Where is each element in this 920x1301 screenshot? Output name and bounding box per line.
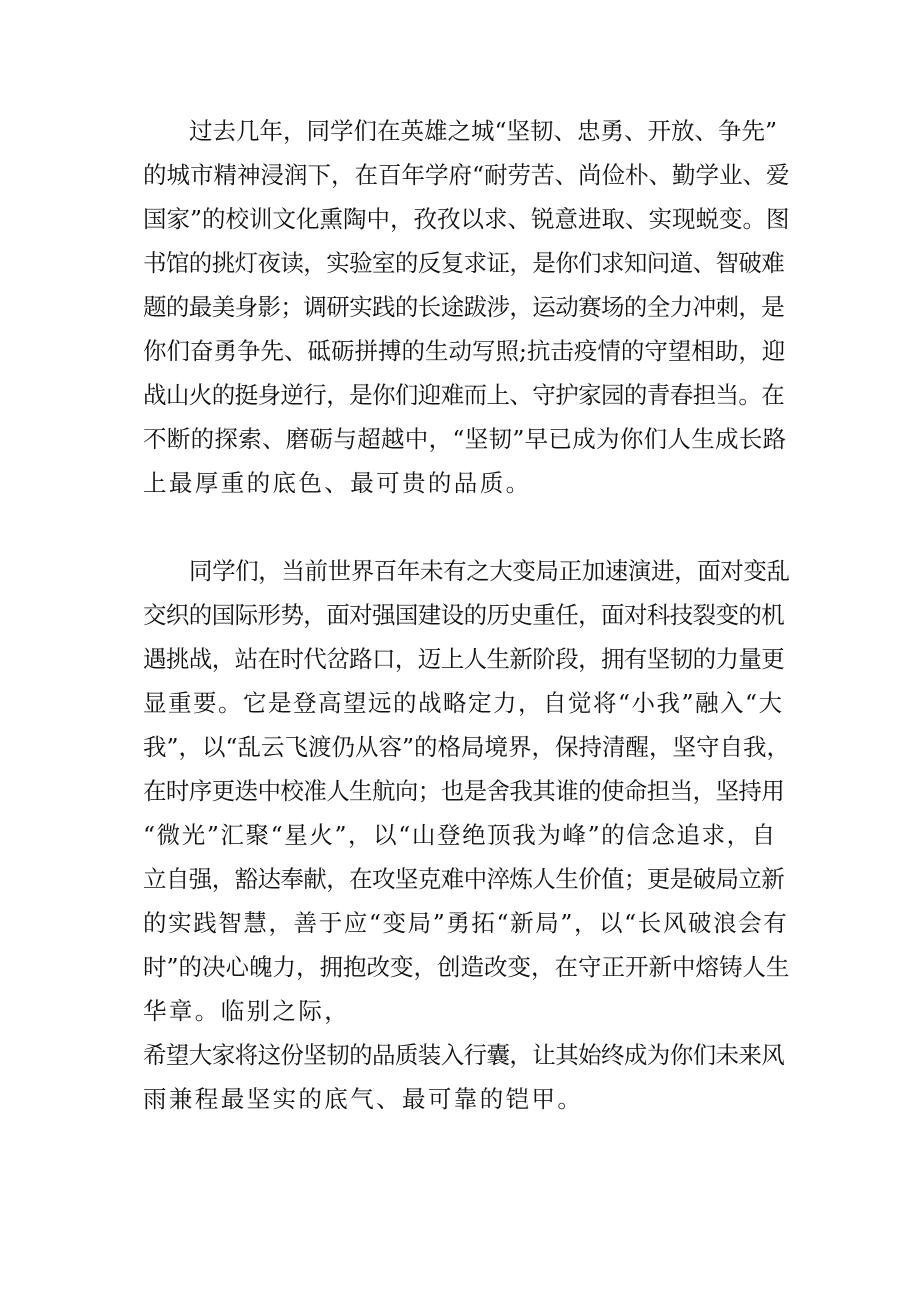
paragraph-2-line-1: 同学们，当前世界百年未有之大变局正加速演进，面对变乱 xyxy=(189,557,790,585)
paragraph-2-line-5: 我”，以“乱云飞渡仍从容”的格局境界，保持清醒，坚守自我， xyxy=(143,733,791,761)
paragraph-2-line-4: 显重要。它是登高望远的战略定力，自觉将“小我”融入“大 xyxy=(143,689,784,717)
paragraph-1-line-8: 不断的探索、磨砺与超越中，“坚韧”早已成为你们人生成长路 xyxy=(143,425,787,453)
paragraph-1-line-1: 过去几年，同学们在英雄之城“坚韧、忠勇、开放、争先” xyxy=(189,117,778,145)
paragraph-2-line-7: “微光”汇聚“星火”，以“山登绝顶我为峰”的信念追求，自 xyxy=(143,821,777,849)
paragraph-1-line-3: 国家”的校训文化熏陶中，孜孜以求、锐意进取、实现蜕变。图 xyxy=(143,205,790,233)
paragraph-3-line-2: 雨兼程最坚实的底气、最可靠的铠甲。 xyxy=(143,1085,584,1113)
paragraph-2-line-6: 在时序更迭中校准人生航向；也是舍我其谁的使命担当，坚持用 xyxy=(143,777,785,805)
paragraph-1-line-6: 你们奋勇争先、砥砺拼搏的生动写照;抗击疫情的守望相助，迎 xyxy=(143,337,786,365)
paragraph-1-line-7: 战山火的挺身逆行，是你们迎难而上、守护家园的青春担当。在 xyxy=(143,381,785,409)
paragraph-2-line-3: 遇挑战，站在时代岔路口，迈上人生新阶段，拥有坚韧的力量更 xyxy=(143,645,785,673)
paragraph-1-line-4: 书馆的挑灯夜读，实验室的反复求证，是你们求知问道、智破难 xyxy=(143,249,785,277)
paragraph-1-line-9: 上最厚重的底色、最可贵的品质。 xyxy=(143,469,532,497)
paragraph-2-line-11: 华章。临别之际， xyxy=(143,997,351,1025)
paragraph-1-line-2: 的城市精神浸润下，在百年学府“耐劳苦、尚俭朴、勤学业、爱 xyxy=(143,161,790,189)
paragraph-1-line-5: 题的最美身影；调研实践的长途跋涉，运动赛场的全力冲刺，是 xyxy=(143,293,785,321)
paragraph-2-line-9: 的实践智慧，善于应“变局”勇拓“新局”，以“长风破浪会有 xyxy=(143,909,789,937)
paragraph-2-line-10: 时”的决心魄力，拥抱改变，创造改变，在守正开新中熔铸人生 xyxy=(143,953,790,981)
paragraph-3-line-1: 希望大家将这份坚韧的品质装入行囊，让其始终成为你们未来风 xyxy=(143,1041,785,1069)
paragraph-2-line-2: 交织的国际形势，面对强国建设的历史重任，面对科技裂变的机 xyxy=(143,601,785,629)
paragraph-2-line-8: 立自强，豁达奉献，在攻坚克难中淬炼人生价值；更是破局立新 xyxy=(143,865,785,893)
